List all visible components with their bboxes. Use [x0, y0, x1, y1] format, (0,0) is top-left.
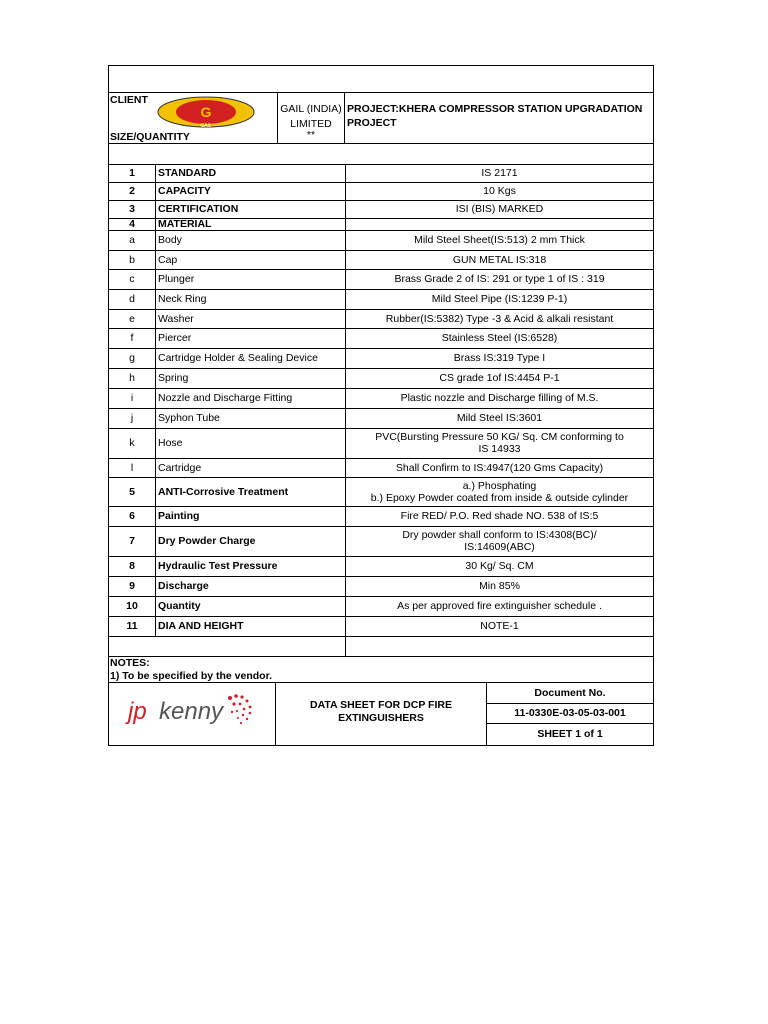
row-parameter: Hose — [158, 437, 183, 449]
datasheet-title-line1: DATA SHEET FOR DCP FIRE — [310, 699, 452, 711]
row-no: 8 — [129, 560, 135, 572]
row-parameter: DIA AND HEIGHT — [158, 620, 244, 632]
sheet-number: SHEET 1 of 1 — [537, 728, 603, 740]
row-parameter: Body — [158, 234, 182, 246]
row-value-line2: IS 14933 — [478, 443, 521, 455]
jp-kenny-logo — [128, 692, 258, 732]
size-value: ** — [306, 129, 316, 141]
row-no: 3 — [129, 203, 135, 215]
row-value: GUN METAL IS:318 — [452, 253, 547, 266]
jp-logo-text: jp — [128, 698, 147, 725]
row-no: 7 — [129, 535, 135, 547]
row-no: d — [129, 293, 135, 305]
row-parameter: Plunger — [158, 273, 195, 285]
row-value: Mild Steel IS:3601 — [456, 412, 543, 424]
row-parameter: Cartridge Holder & Sealing Device — [158, 352, 318, 364]
row-parameter: Spring — [158, 372, 189, 384]
notes-title: NOTES: — [110, 657, 150, 669]
row-value: Plastic nozzle and Discharge filling of M.S. — [400, 392, 599, 404]
row-value: ISI (BIS) MARKED — [455, 203, 544, 215]
row-value: Mild Steel Pipe (IS:1239 P-1) — [431, 293, 568, 305]
row-parameter: Cartridge — [158, 461, 202, 474]
row-no: e — [129, 312, 135, 325]
row-no: b — [129, 253, 135, 266]
svg-text:G: G — [200, 104, 212, 120]
row-value: Dry powder shall conform to IS:4308(BC)/ — [402, 529, 597, 541]
row-no: a — [129, 234, 135, 246]
row-parameter: Painting — [158, 510, 200, 522]
row-value: Fire RED/ P.O. Red shade NO. 538 of IS:5 — [400, 510, 599, 522]
row-value: 30 Kg/ Sq. CM — [465, 560, 534, 572]
row-parameter: Discharge — [158, 580, 209, 592]
row-value: 10 Kgs — [483, 185, 516, 197]
row-no: 2 — [129, 185, 135, 197]
row-parameter: CAPACITY — [158, 185, 211, 197]
row-no: i — [130, 392, 134, 404]
row-no: 9 — [129, 580, 135, 592]
row-no: h — [129, 372, 135, 384]
kenny-logo-text: kenny — [159, 698, 224, 725]
row-value — [346, 218, 653, 230]
row-parameter: Quantity — [158, 600, 201, 612]
row-parameter: Hydraulic Test Pressure — [158, 560, 278, 572]
row-parameter: STANDARD — [158, 167, 217, 179]
row-value: a.) Phosphating — [462, 480, 537, 492]
row-no: c — [129, 273, 135, 285]
row-value: Stainless Steel (IS:6528) — [441, 332, 558, 344]
note-1: 1) To be specified by the vendor. — [110, 670, 273, 682]
row-no: g — [129, 352, 135, 364]
row-value-line2: b.) Epoxy Powder coated from inside & outside cylinder — [370, 492, 629, 504]
row-parameter: Nozzle and Discharge Fitting — [158, 392, 293, 404]
row-no: 6 — [129, 510, 135, 522]
client-name-line1: GAIL (INDIA) — [280, 103, 342, 115]
row-value: Brass Grade 2 of IS: 291 or type 1 of IS : 319 — [394, 273, 605, 285]
row-parameter: Neck Ring — [158, 293, 207, 305]
gail-logo — [156, 95, 256, 129]
row-parameter: Syphon Tube — [158, 412, 220, 424]
row-value: PVC(Bursting Pressure 50 KG/ Sq. CM conforming to — [375, 431, 624, 443]
datasheet-title-line2: EXTINGUISHERS — [338, 712, 424, 724]
row-parameter: Dry Powder Charge — [158, 535, 256, 547]
row-value-line2: IS:14609(ABC) — [464, 541, 535, 553]
row-value: Min 85% — [479, 580, 520, 592]
row-value: Shall Confirm to IS:4947(120 Gms Capacity) — [395, 461, 604, 474]
row-value: IS 2171 — [481, 167, 518, 179]
project-title-line2: PROJECT — [347, 117, 397, 129]
row-no: f — [130, 332, 134, 344]
row-value: NOTE-1 — [480, 620, 519, 632]
row-parameter: MATERIAL — [158, 218, 212, 230]
row-parameter: Cap — [158, 253, 178, 266]
client-label: CLIENT — [110, 94, 148, 106]
row-parameter: ANTI-Corrosive Treatment — [158, 485, 289, 498]
client-name-line2: LIMITED — [290, 118, 332, 130]
row-no: k — [129, 437, 135, 449]
document-number: 11-0330E-03-05-03-001 — [514, 707, 626, 719]
size-quantity-label: SIZE/QUANTITY — [110, 131, 190, 143]
row-value: As per approved fire extinguisher schedule . — [397, 600, 602, 612]
row-value: Rubber(IS:5382) Type -3 & Acid & alkali resistant — [385, 312, 614, 325]
gail-logo-text: GAIL — [200, 123, 212, 129]
row-parameter: CERTIFICATION — [158, 203, 239, 215]
document-no-label: Document No. — [534, 686, 606, 699]
row-value: CS grade 1of IS:4454 P-1 — [439, 372, 560, 384]
row-value: Mild Steel Sheet(IS:513) 2 mm Thick — [414, 234, 585, 246]
row-parameter: Washer — [158, 312, 194, 325]
row-no: l — [130, 461, 134, 474]
dots-swirl-icon — [220, 692, 256, 728]
row-parameter: Piercer — [158, 332, 192, 344]
row-no: j — [130, 412, 134, 424]
row-no: 1 — [129, 167, 135, 179]
row-no: 10 — [126, 600, 138, 612]
project-title-line1: PROJECT:KHERA COMPRESSOR STATION UPGRADATION — [347, 103, 643, 115]
row-no: 4 — [129, 218, 135, 230]
row-no: 11 — [126, 620, 138, 632]
row-no: 5 — [129, 485, 135, 498]
row-value: Brass IS:319 Type I — [453, 352, 546, 364]
